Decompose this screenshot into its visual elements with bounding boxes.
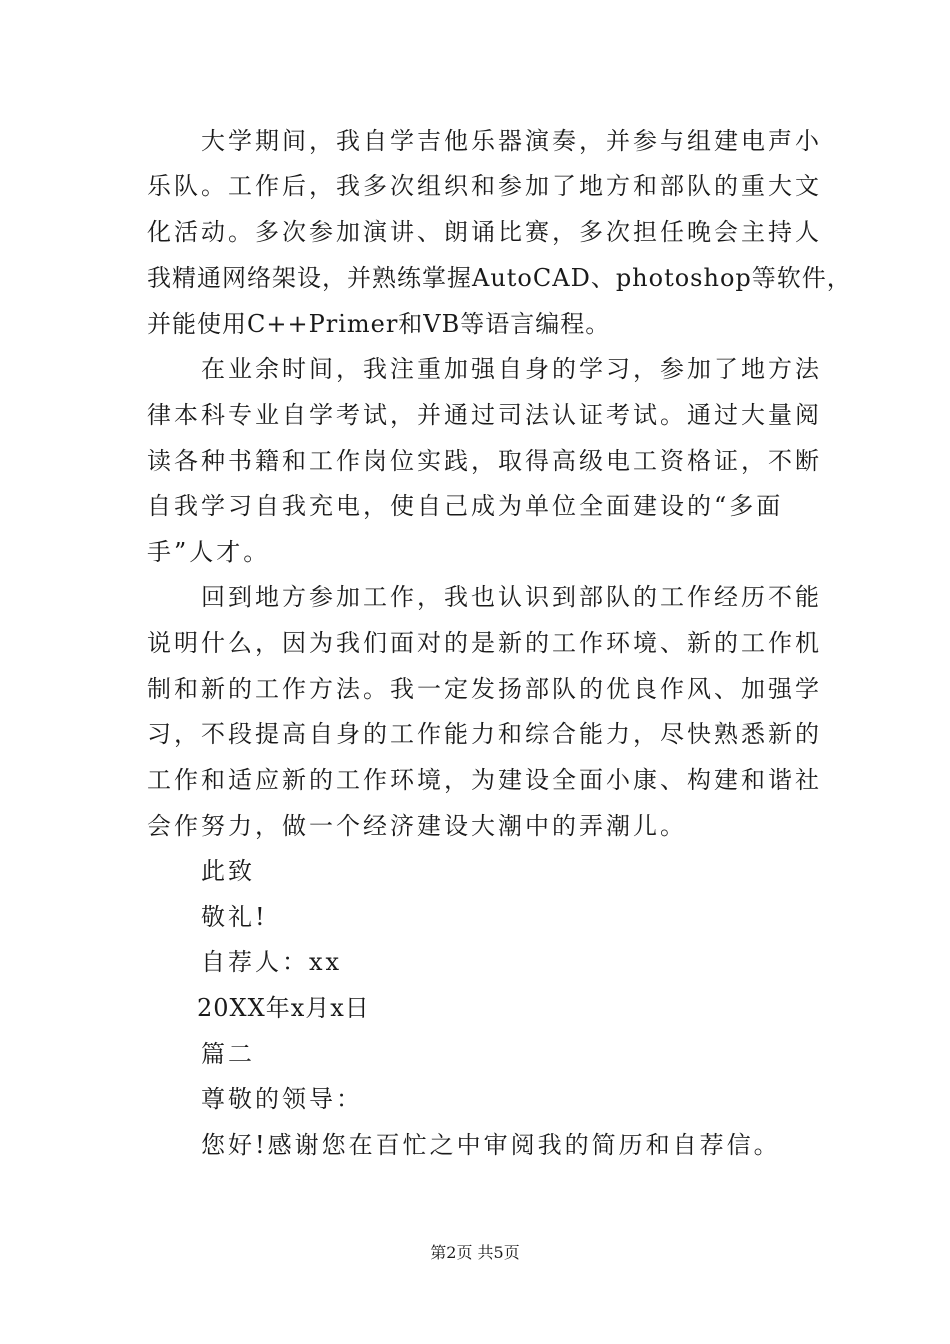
body-text-line: 手”人才。 bbox=[147, 538, 271, 566]
closing-line: 此致 bbox=[147, 857, 255, 885]
salutation-line: 尊敬的领导： bbox=[147, 1085, 363, 1113]
body-text-line: 习，不段提高自身的工作能力和综合能力，尽快熟悉新的 bbox=[147, 720, 822, 748]
section-heading: 篇二 bbox=[147, 1040, 255, 1068]
body-text-line: 会作努力，做一个经济建设大潮中的弄潮儿。 bbox=[147, 812, 687, 840]
body-text-line: 工作和适应新的工作环境，为建设全面小康、构建和谐社 bbox=[147, 766, 822, 794]
body-text-line: 读各种书籍和工作岗位实践，取得高级电工资格证，不断 bbox=[147, 447, 822, 475]
body-text-line: 回到地方参加工作，我也认识到部队的工作经历不能 bbox=[147, 583, 822, 611]
body-text-line: 说明什么，因为我们面对的是新的工作环境、新的工作机 bbox=[147, 629, 822, 657]
body-text-line: 您好!感谢您在百忙之中审阅我的简历和自荐信。 bbox=[147, 1131, 781, 1159]
signature-line: 自荐人：xx bbox=[147, 948, 343, 976]
body-text-line: 自我学习自我充电，使自己成为单位全面建设的“多面 bbox=[147, 492, 784, 520]
body-text-line: 化活动。多次参加演讲、朗诵比赛，多次担任晚会主持人 bbox=[147, 218, 822, 246]
body-text-line: 大学期间，我自学吉他乐器演奏，并参与组建电声小 bbox=[147, 127, 822, 155]
body-text-line: 并能使用C++Primer和VB等语言编程。 bbox=[147, 310, 611, 338]
body-text-line: 在业余时间，我注重加强自身的学习，参加了地方法 bbox=[147, 355, 822, 383]
date-line: 20XX年x月x日 bbox=[147, 994, 370, 1022]
body-text-line: 律本科专业自学考试，并通过司法认证考试。通过大量阅 bbox=[147, 401, 822, 429]
closing-salute: 敬礼! bbox=[147, 903, 268, 931]
body-text-line: 制和新的工作方法。我一定发扬部队的优良作风、加强学 bbox=[147, 675, 822, 703]
body-text-line: 乐队。工作后，我多次组织和参加了地方和部队的重大文 bbox=[147, 172, 822, 200]
page-number-footer: 第2页 共5页 bbox=[430, 1243, 520, 1262]
body-text-line: 我精通网络架设，并熟练掌握AutoCAD、photoshop等软件， bbox=[147, 264, 852, 292]
